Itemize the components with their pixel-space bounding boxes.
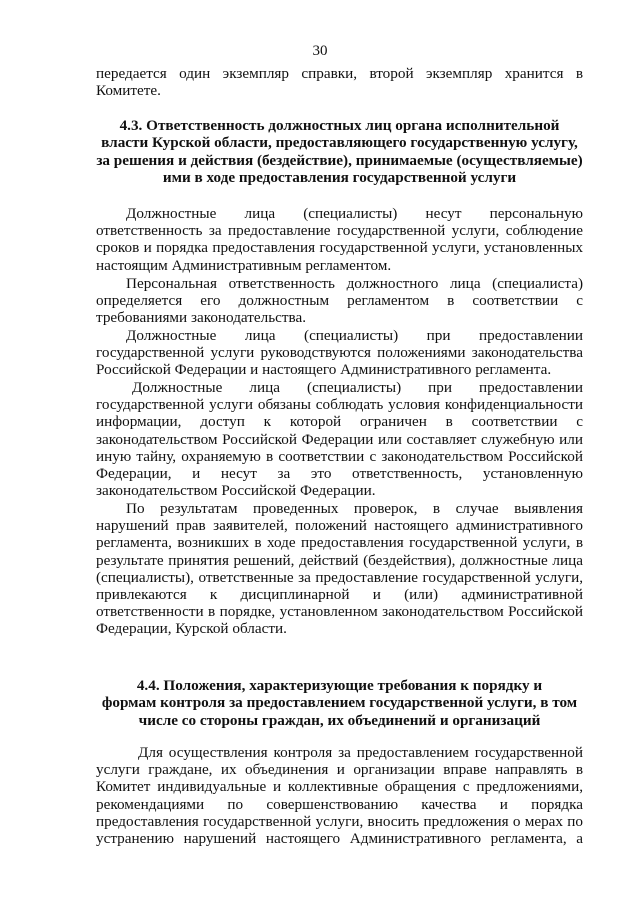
- heading-line: ими в ходе предоставления государственной услуги: [162, 169, 517, 187]
- text-line: Для осуществления контроля за предоставлением государственной: [138, 744, 583, 761]
- text-line: нарушений прав заявителей, положений настоящего административного: [96, 517, 583, 535]
- text-line: информации, доступ к которой ограничен в соответствии с: [96, 413, 583, 431]
- section-4-3-paragraph-2: [96, 275, 583, 327]
- text-line: ответственности в порядке, установленном законодательством Российской: [96, 603, 583, 621]
- text-line: устранению нарушений настоящего Административного регламента, а: [96, 829, 583, 847]
- text-line: государственной услуги руководствуются положениями законодательства: [96, 344, 583, 362]
- section-4-3-paragraph-5: [96, 500, 583, 638]
- section-4-3-paragraph-4: [96, 379, 583, 499]
- section-4-4-paragraph-1: [96, 744, 583, 847]
- text-line: иную тайну, охраняемую в соответствии с законодательством Российской: [96, 447, 583, 465]
- section-4-4-heading: [96, 677, 583, 729]
- text-line: Комитете.: [96, 82, 161, 100]
- heading-line: 4.3. Ответственность должностных лиц органа исполнительной: [119, 117, 560, 134]
- page-number: 30: [312, 43, 328, 59]
- text-line: Федерации, и несут за это ответственность, установленную: [96, 464, 583, 482]
- text-line: определяется его должностным регламентом в соответствии с: [96, 292, 583, 310]
- text-line: Персональная ответственность должностного лица (специалиста): [126, 275, 583, 292]
- heading-line: 4.4. Положения, характеризующие требования к порядку и: [136, 677, 543, 694]
- text-line: сроков и порядка предоставления государственной услуги, установленных: [96, 239, 583, 257]
- text-line: законодательством Российской Федерации или составляет служебную или: [96, 430, 583, 448]
- text-line: результате принятия решений, действий (бездействия), должностные лица: [96, 551, 583, 569]
- section-4-3-paragraph-3: [96, 327, 583, 379]
- text-line: Российской Федерации и настоящего Административного регламента.: [96, 361, 552, 379]
- text-line: Должностные лица (специалисты) при предоставлении: [132, 379, 583, 396]
- text-line: Должностные лица (специалисты) несут персональную: [126, 205, 583, 222]
- text-line: законодательством Российской Федерации.: [96, 482, 376, 500]
- text-line: предоставления государственной услуги, вносить предложения о мерах по: [96, 812, 583, 830]
- heading-line: власти Курской области, предоставляющего государственную услугу,: [101, 134, 578, 152]
- text-line: регламента, возникших в ходе предоставления государственной услуги, в: [96, 534, 583, 552]
- text-line: Должностные лица (специалисты) при предоставлении: [126, 327, 583, 344]
- text-line: (специалисты), ответственные за предоставление государственной услуги,: [96, 568, 583, 586]
- text-line: привлекаются к дисциплинарной и (или) административной: [96, 585, 583, 603]
- heading-line: за решения и действия (бездействие), принимаемые (осуществляемые): [96, 151, 583, 169]
- section-4-3-paragraph-1: [96, 205, 583, 274]
- intro-text: [96, 65, 583, 99]
- text-line: передается один экземпляр справки, второй экземпляр хранится в: [96, 65, 583, 82]
- text-line: Федерации, Курской области.: [96, 620, 287, 638]
- heading-line: числе со стороны граждан, их объединений и организаций: [138, 711, 541, 729]
- text-line: рекомендациями по совершенствованию качества и порядка: [96, 795, 583, 813]
- text-line: ответственность за предоставление государственной услуги, соблюдение: [96, 222, 583, 240]
- text-line: Комитет индивидуальные и коллективные обращения с предложениями,: [96, 778, 583, 796]
- section-4-3-heading: [96, 117, 583, 187]
- heading-line: формам контроля за предоставлением государственной услуги, в том: [101, 694, 578, 712]
- text-line: услуги граждане, их объединения и организации вправе направлять в: [96, 761, 583, 779]
- text-line: государственной услуги обязаны соблюдать условия конфиденциальности: [96, 396, 583, 414]
- text-line: требованиями законодательства.: [96, 309, 307, 327]
- text-line: настоящим Административным регламентом.: [96, 256, 392, 274]
- text-line: По результатам проведенных проверок, в случае выявления: [126, 500, 583, 517]
